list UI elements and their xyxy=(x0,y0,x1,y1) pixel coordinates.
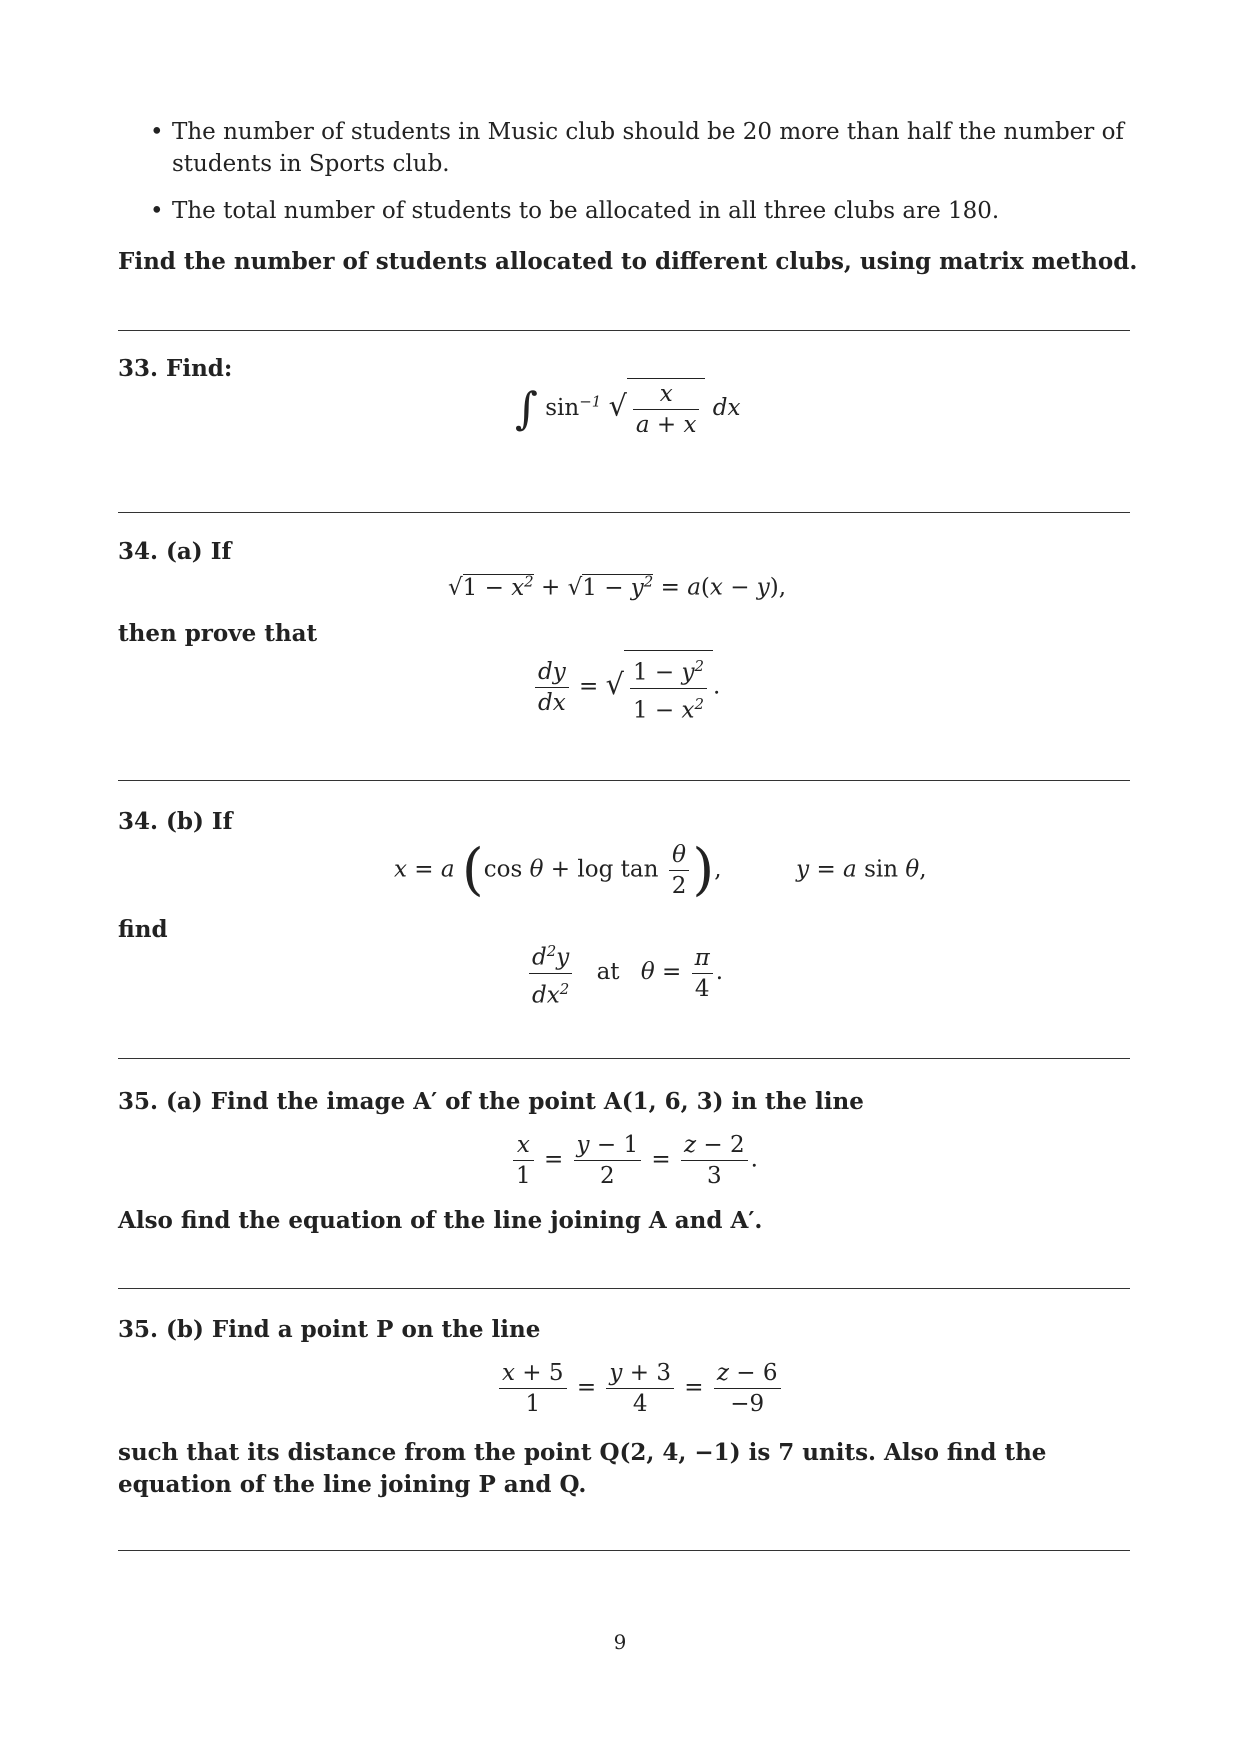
q35a-also: Also find the equation of the line joining A and A′. xyxy=(118,1207,763,1234)
q34a-then: then prove that xyxy=(118,620,318,647)
q35a-line-equation: $\frac{x}{1}$ = $\frac{y - 1}{2}$ = $\frac{z - 2}{3}$ . xyxy=(510,1130,758,1191)
divider xyxy=(118,1058,1130,1059)
divider xyxy=(118,1550,1130,1551)
bullet-dot: • xyxy=(150,198,164,224)
divider xyxy=(118,512,1130,513)
q34b-second-derivative: $\frac{d^2y}{dx^2}$ at θ = $\frac{\pi}{4}$ . xyxy=(526,936,723,1010)
bullet-dot: • xyxy=(150,119,164,145)
q35b-label: 35. (b) Find a point P on the line xyxy=(118,1316,541,1343)
q34a-derivative: $\frac{dy}{dx}$ = √ $\frac{1 - y^2}{1 - x^2}$ . xyxy=(532,650,720,725)
q32-prompt: Find the number of students allocated to different clubs, using matrix method. xyxy=(118,248,1138,275)
divider xyxy=(118,780,1130,781)
q34b-find: find xyxy=(118,916,168,943)
bullet-text: The total number of students to be allocated in all three clubs are 180. xyxy=(172,198,1000,224)
q35b-such: such that its distance from the point Q(2, 4, −1) is 7 units. Also find the equation of the line joining P and Q. xyxy=(118,1439,1047,1498)
q33-integral: ∫ $\sin^{-1}$ √ $\frac{x}{a + x}$ dx xyxy=(515,378,741,440)
bullet-text: The number of students in Music club should be 20 more than half the number of students in Sports club. xyxy=(172,119,1124,177)
q35a-label: 35. (a) Find the image A′ of the point A(1, 6, 3) in the line xyxy=(118,1088,864,1115)
q33-label: 33. Find: xyxy=(118,355,233,382)
q35b-line-equation: $\frac{x + 5}{1}$ = $\frac{y + 3}{4}$ = $\frac{z - 6}{-9}$ xyxy=(496,1358,784,1419)
q34a-equation: $√1 - x^2 + √1 - y^2 = a(x - y)$, xyxy=(448,572,787,601)
page-number: 9 xyxy=(613,1630,627,1654)
q34a-label: 34. (a) If xyxy=(118,538,232,565)
divider xyxy=(118,1288,1130,1289)
q34b-equation: x = a (cos θ + log tan $\frac{\theta}{2}$ ), y = a sin θ, xyxy=(394,837,927,903)
q34b-label: 34. (b) If xyxy=(118,808,233,835)
divider xyxy=(118,330,1130,331)
